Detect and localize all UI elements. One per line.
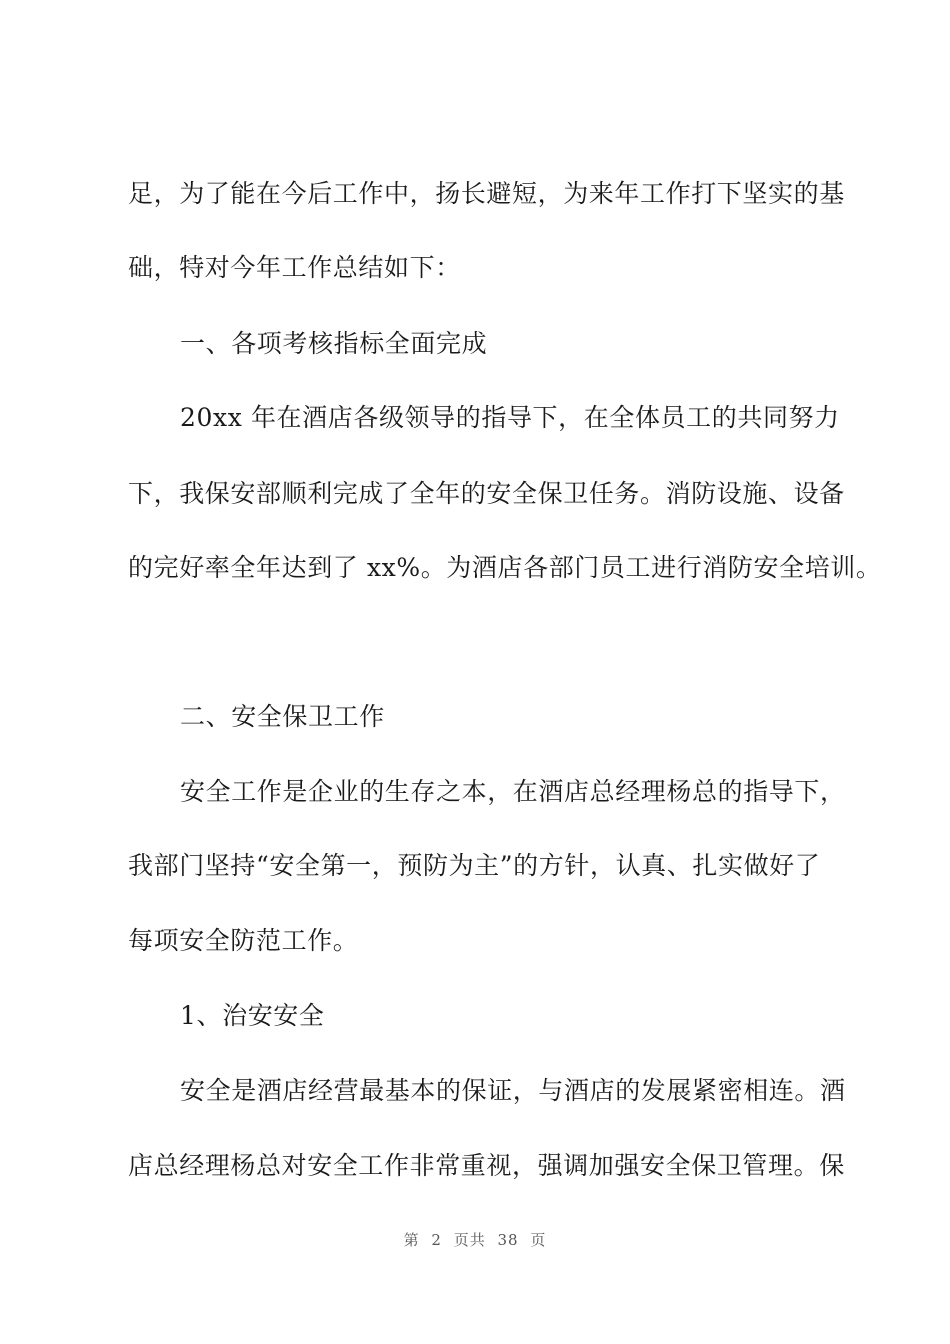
- section-heading: 二、安全保卫工作: [180, 702, 385, 731]
- body-text-line: 下，我保安部顺利完成了全年的安全保卫任务。消防设施、设备: [128, 479, 845, 508]
- paragraph-start-line: 安全工作是企业的生存之本，在酒店总经理杨总的指导下，: [180, 777, 846, 806]
- page-number-footer: 第 2 页共 38 页: [403, 1231, 547, 1249]
- paragraph-start-line: 20xx 年在酒店各级领导的指导下，在全体员工的共同努力: [180, 403, 840, 432]
- section-heading: 一、各项考核指标全面完成: [180, 329, 488, 358]
- body-text-line: 足，为了能在今后工作中，扬长避短，为来年工作打下坚实的基: [128, 179, 845, 208]
- body-text-line: 础，特对今年工作总结如下：: [128, 253, 461, 282]
- body-text-line: 店总经理杨总对安全工作非常重视，强调加强安全保卫管理。保: [128, 1151, 845, 1180]
- paragraph-start-line: 安全是酒店经营最基本的保证，与酒店的发展紧密相连。酒: [180, 1076, 846, 1105]
- body-text-line: 的完好率全年达到了 xx%。为酒店各部门员工进行消防安全培训。: [128, 553, 882, 582]
- body-text-line: 每项安全防范工作。: [128, 926, 359, 955]
- subsection-heading: 1、治安安全: [180, 1001, 325, 1030]
- body-text-line: 我部门坚持“安全第一，预防为主”的方针，认真、扎实做好了: [128, 851, 821, 880]
